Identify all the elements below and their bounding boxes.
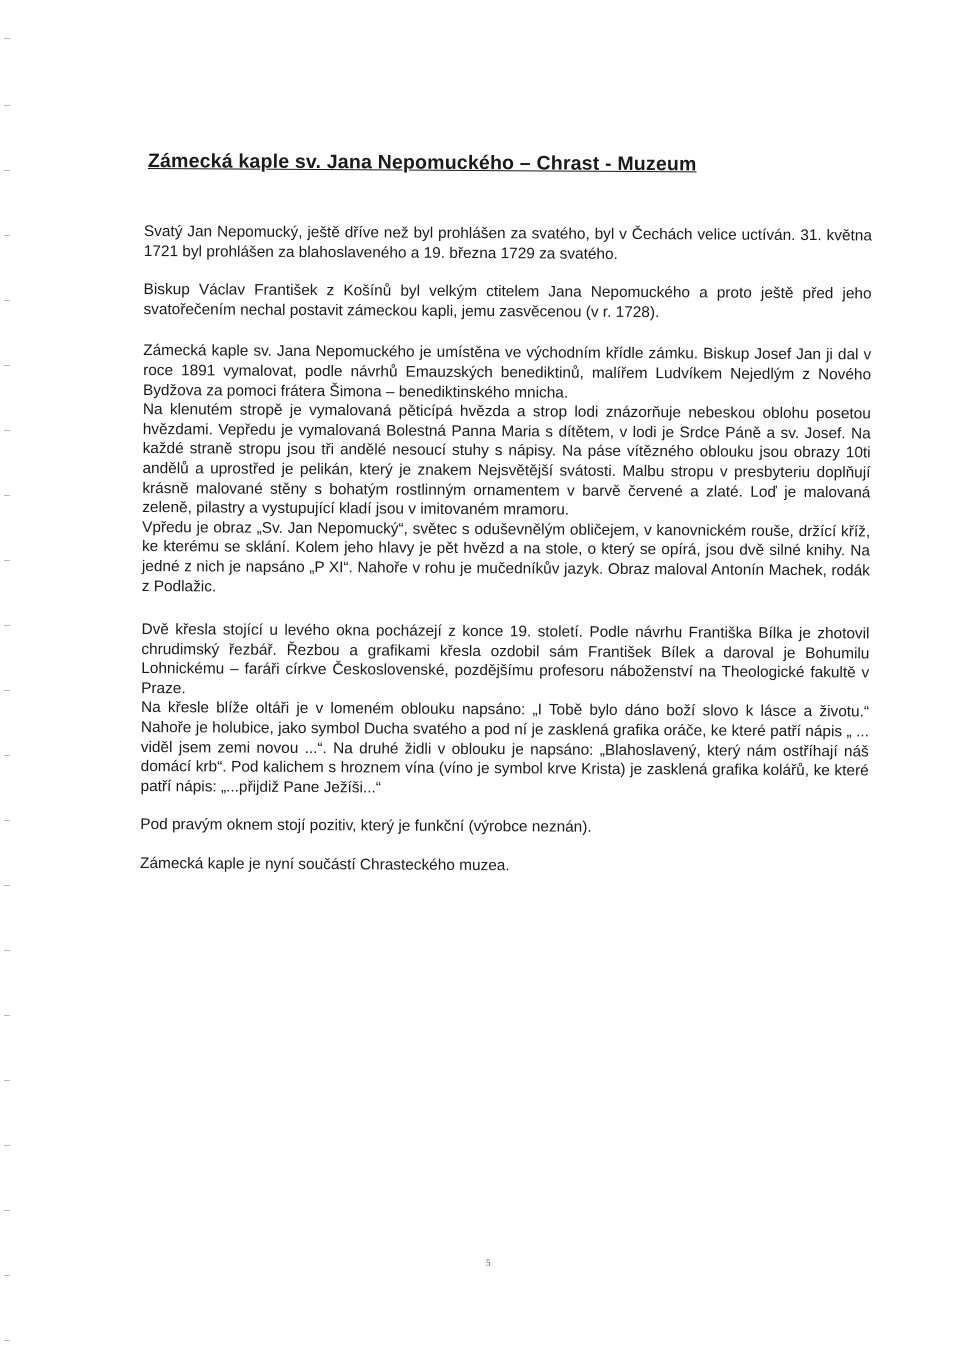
margin-tick — [4, 950, 10, 951]
paragraph-museum: Zámecká kaple je nyní součástí Chrasteckého muzea. — [140, 855, 510, 875]
paragraph-positive-organ: Pod pravým oknem stojí pozitiv, který je funkční (výrobce neznán). — [140, 816, 592, 837]
margin-tick — [4, 1340, 10, 1341]
margin-tick-marks — [0, 0, 16, 1357]
margin-tick — [4, 1210, 10, 1211]
margin-tick — [4, 38, 10, 39]
paragraph-bishop-kosin: Biskup Václav František z Košínů byl velkým ctitelem Jana Nepomuckého a proto ještě před jeho svatořečením nechal postavit zámeckou kapli, jemu zasvěcenou (v r. 1728). — [143, 281, 872, 321]
margin-tick — [4, 1145, 10, 1146]
paragraph-intro: Svatý Jan Nepomucký, ještě dříve než byl prohlášen za svatého, byl v Čechách velice uctíván. 31. května 1721 byl prohlášen za blahoslaveného a 19. března 1729 za svatého. — [143, 222, 872, 263]
paragraph-armchair-inscriptions: Na křesle blíže oltáři je v lomeném oblouku napsáno: „I Tobě bylo dáno boží slovo k lásce a životu.“ Nahoře je holubice, jako symbol Ducha svatého a pod ní je zasklená grafika oráče, ke které patří nápis „ ... viděl jsem zemi novou ...“. Na druhé židli v oblouku je napsáno: „Blahoslavený, který nám ostříhají náš domácí krb“. Pod kalichem s hroznem vína (víno je symbol krve Krista) je zasklená grafika kolářů, ke které patří nápis: „...přijdiž Pane Ježíši...“ — [140, 699, 870, 797]
paragraph-armchairs: Dvě křesla stojící u levého okna pocházejí z konce 19. století. Podle návrhu Františka Bílka je zhotovil chrudimský řezbář. Řezbou a grafikami křesla ozdobil sám František Bílek a daroval je Bohumilu Lohnickému – faráři církve Československé, pozdějšímu profesoru náboženství na Theologické fakultě v Praze. — [141, 621, 870, 698]
margin-tick — [4, 235, 10, 236]
margin-tick — [4, 690, 10, 691]
margin-tick — [4, 755, 10, 756]
margin-tick — [4, 820, 10, 821]
margin-tick — [4, 430, 10, 431]
paragraph-chapel-location: Zámecká kaple sv. Jana Nepomuckého je umístěna ve východním křídle zámku. Biskup Josef Jan ji dal v roce 1891 vymalovat, podle návrhů Emauzských benediktinů, malířem Ludvíkem Nejedlým z Nového Bydžova za pomoci frátera Šimona – benediktinského mnicha. — [142, 342, 872, 402]
paragraph-nepomuk-painting: Vpředu je obraz „Sv. Jan Nepomucký“, světec s oduševnělým obličejem, v kanovnickém rouše, držící kříž, ke kterému se sklání. Kolem jeho hlavy je pět hvězd a na stole, o který se opírá, jsou dvě silné knihy. Na jedné z nich je napsáno „P XI“. Nahoře v rohu je mučedníkův jazyk. Obraz maloval Antonín Machek, rodák z Podlažic. — [141, 518, 871, 595]
margin-tick — [4, 365, 10, 366]
margin-tick — [4, 625, 10, 626]
margin-tick — [4, 1080, 10, 1081]
page-title: Zámecká kaple sv. Jana Nepomuckého – Chrast - Muzeum — [147, 150, 697, 176]
paragraph-ceiling-paintings: Na klenutém stropě je vymalovaná pěticípá hvězda a strop lodi znázorňuje nebeskou oblohu posetou hvězdami. Vepředu je vymalovaná Bolestná Panna Maria s dítětem, v lodi je Srdce Páně a sv. Josef. Na každé straně stropu jsou tři andělé nesoucí stuhy s nápisy. Na páse vítězného oblouku jsou obrazy 10ti andělů a uprostřed je pelikán, který je znakem Nejsvětější svátosti. Malbu stropu v presbyteriu doplňují krásně malované stěny s bohatým rostlinným ornamentem v barvě červené a zlaté. Loď je malovaná zeleně, pilastry a vystupující kladí jsou v imitovaném mramoru. — [142, 401, 871, 519]
margin-tick — [4, 300, 10, 301]
margin-tick — [4, 105, 10, 106]
body-text — [140, 222, 872, 878]
margin-tick — [4, 495, 10, 496]
margin-tick — [4, 1275, 10, 1276]
margin-tick — [4, 1015, 10, 1016]
margin-tick — [4, 560, 10, 561]
page-number: 5 — [486, 1258, 491, 1268]
margin-tick — [4, 170, 10, 171]
margin-tick — [4, 885, 10, 886]
